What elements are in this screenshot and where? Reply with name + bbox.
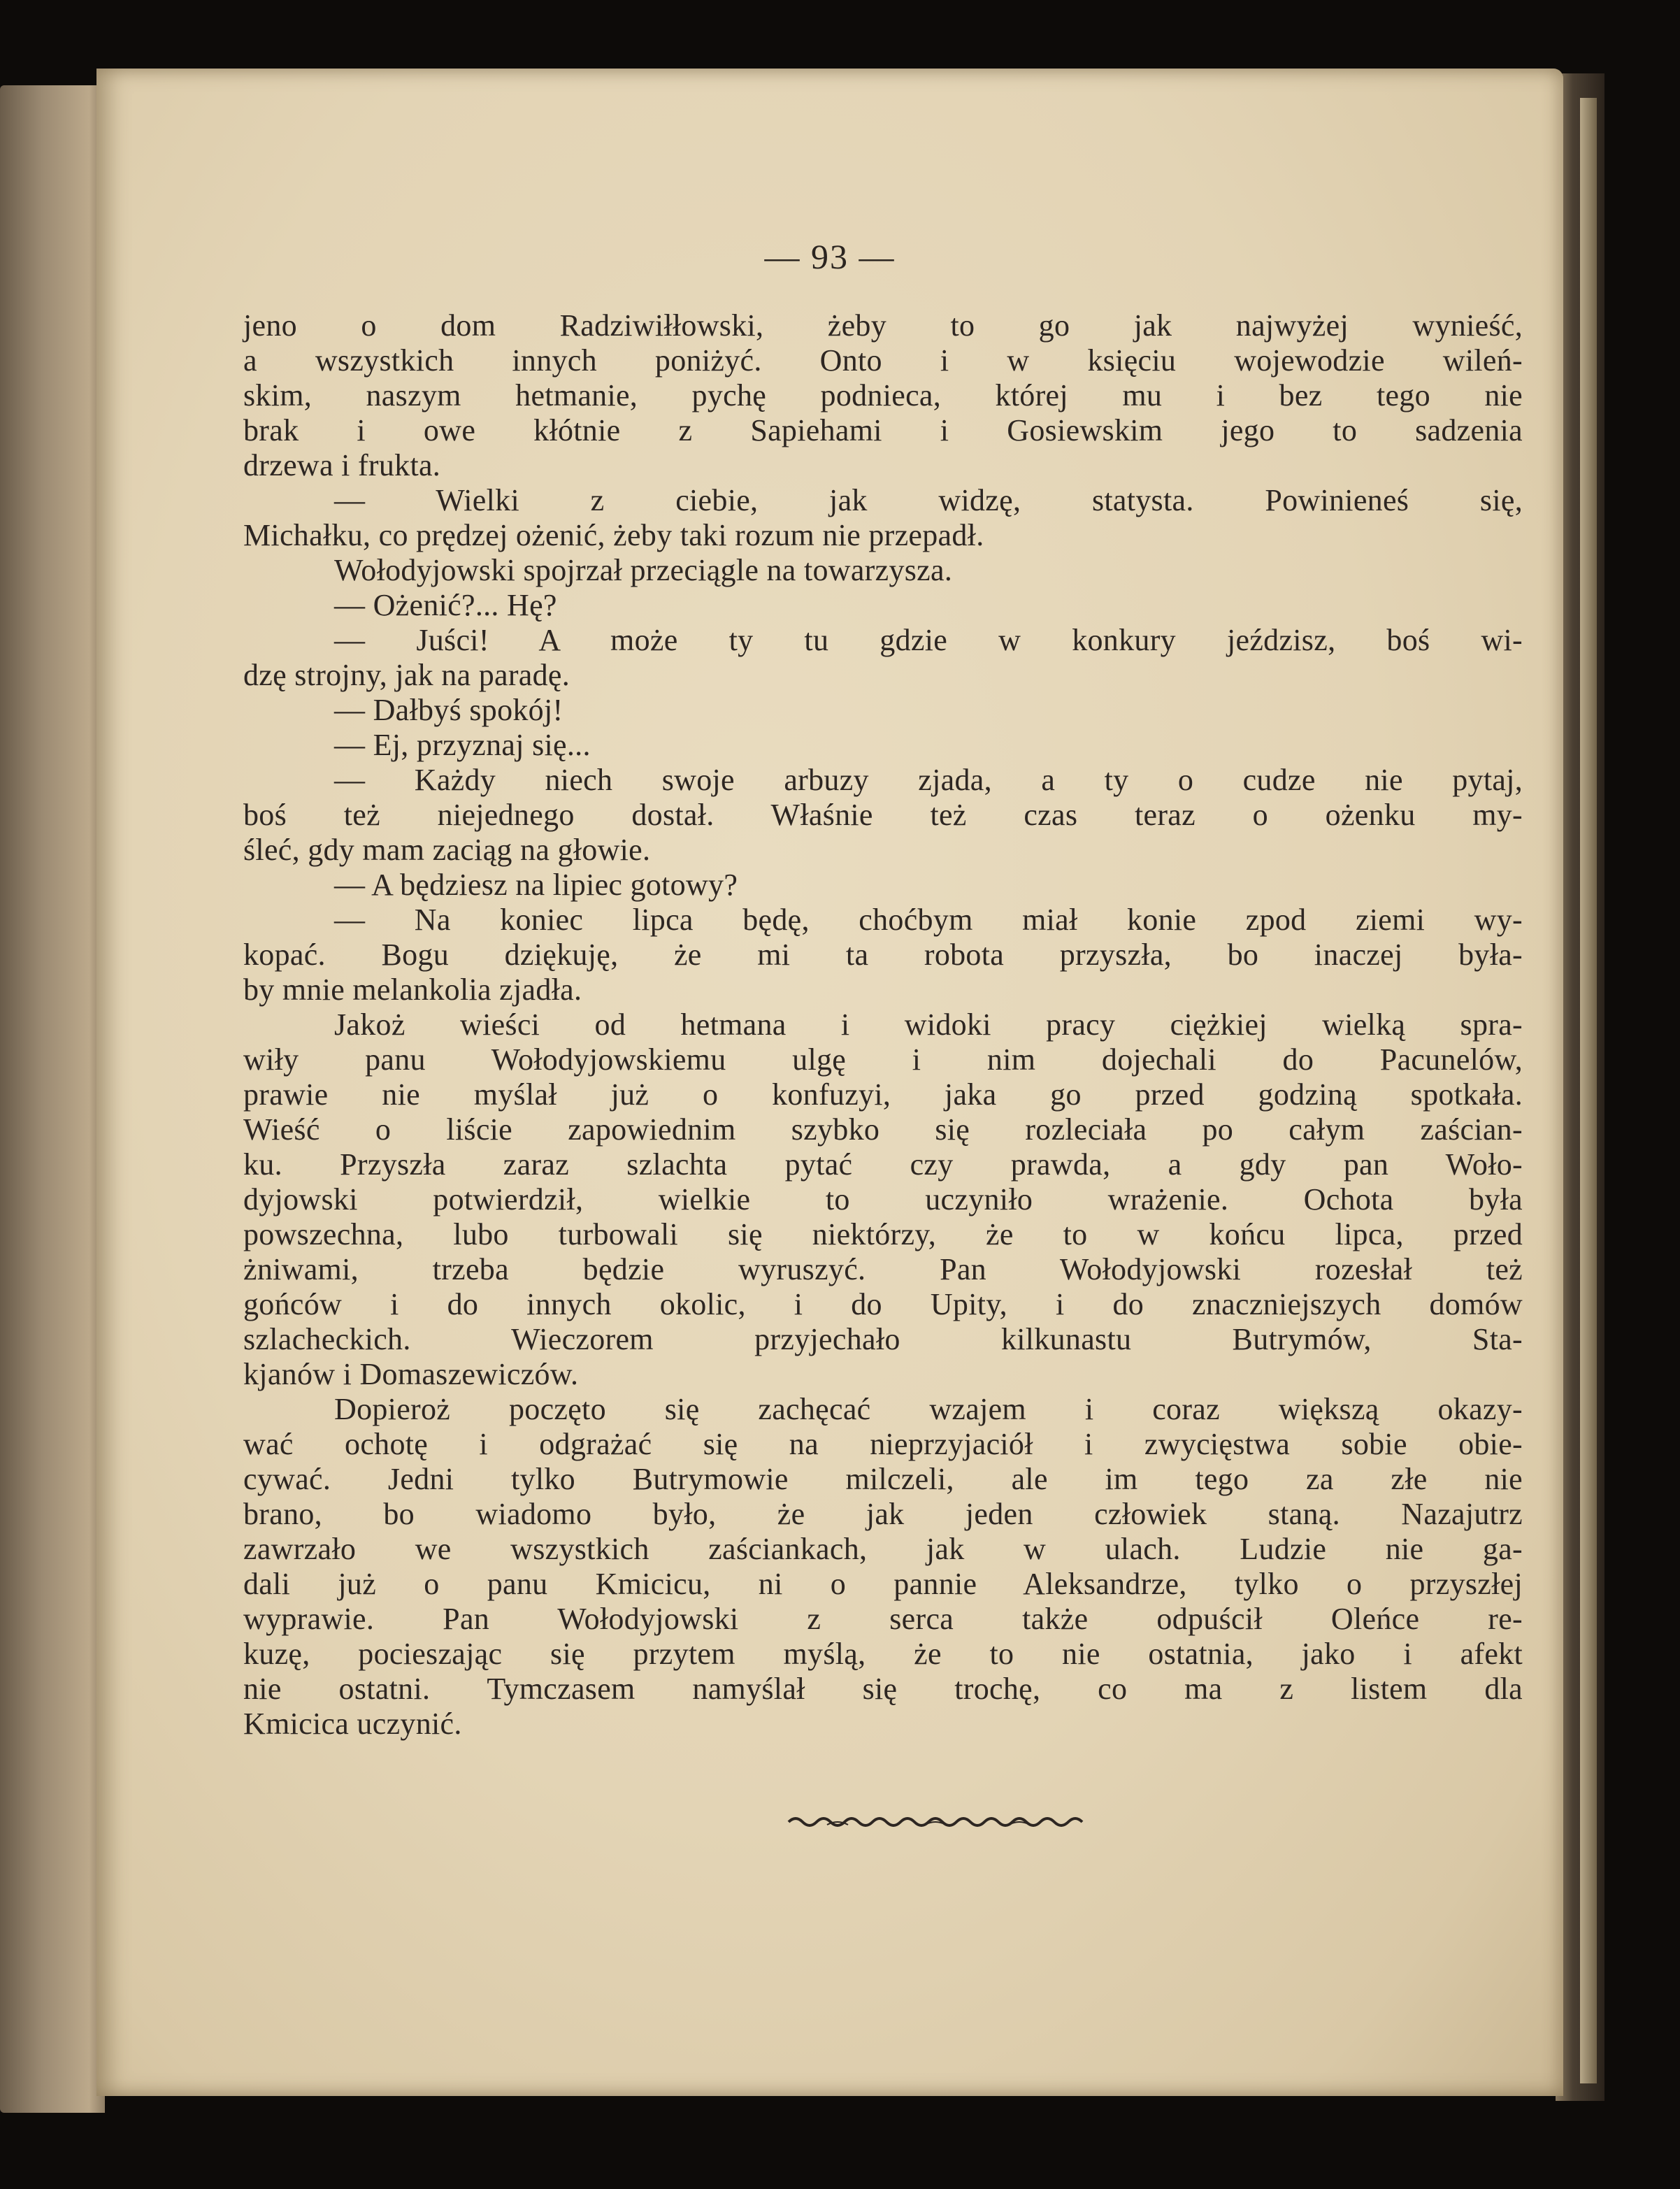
text-line: kuzę, pocieszając się przytem myślą, że to nie ostatnia, jako i afekt xyxy=(243,1637,1523,1671)
text-line: żniwami, trzeba będzie wyruszyć. Pan Wołodyjowski rozesłał też xyxy=(243,1252,1523,1286)
text-line: kopać. Bogu dziękuję, że mi ta robota przyszła, bo inaczej była- xyxy=(243,938,1523,972)
text-line: śleć, gdy mam zaciąg na głowie. xyxy=(243,833,651,867)
page-stack-edge xyxy=(1580,98,1597,2083)
page-number: — 93 — xyxy=(764,237,896,276)
text-line: drzewa i frukta. xyxy=(243,448,441,482)
text-line: brak i owe kłótnie z Sapiehami i Gosiewskim jego to sadzenia xyxy=(243,413,1523,447)
text-line: Wieść o liście zapowiednim szybko się rozleciała po całym zaścian- xyxy=(243,1112,1523,1147)
text-line: dali już o panu Kmicicu, ni o pannie Aleksandrze, tylko o przyszłej xyxy=(243,1567,1523,1601)
text-line: Jakoż wieści od hetmana i widoki pracy ciężkiej wielką spra- xyxy=(334,1007,1523,1042)
text-line: — Wielki z ciebie, jak widzę, statysta. Powinieneś się, xyxy=(334,483,1523,517)
text-line: — A będziesz na lipiec gotowy? xyxy=(334,868,738,902)
text-line: cywać. Jedni tylko Butrymowie milczeli, ale im tego za złe nie xyxy=(243,1462,1523,1496)
end-ornament xyxy=(785,1809,1093,1830)
left-page-edge xyxy=(0,85,105,2113)
text-line: wyprawie. Pan Wołodyjowski z serca także odpuścił Oleńce re- xyxy=(243,1602,1523,1636)
text-line: wiły panu Wołodyjowskiemu ulgę i nim dojechali do Pacunelów, xyxy=(243,1042,1523,1077)
body-text xyxy=(243,308,1523,1742)
text-line: — Juści! A może ty tu gdzie w konkury jeździsz, boś wi- xyxy=(334,623,1523,657)
text-line: Michałku, co prędzej ożenić, żeby taki rozum nie przepadł. xyxy=(243,518,984,552)
text-line: dzę strojny, jak na paradę. xyxy=(243,658,570,692)
text-line: szlacheckich. Wieczorem przyjechało kilkunastu Butrymów, Sta- xyxy=(243,1322,1523,1356)
text-line: by mnie melankolia zjadła. xyxy=(243,973,582,1007)
text-line: prawie nie myślał już o konfuzyi, jaka go przed godziną spotkała. xyxy=(243,1077,1523,1112)
text-line: Dopieroż poczęto się zachęcać wzajem i coraz większą okazy- xyxy=(334,1392,1523,1426)
text-line: — Każdy niech swoje arbuzy zjada, a ty o cudze nie pytaj, xyxy=(334,763,1523,797)
text-line: wać ochotę i odgrażać się na nieprzyjaciół i zwycięstwa sobie obie- xyxy=(243,1427,1523,1461)
text-line: skim, naszym hetmanie, pychę podnieca, której mu i bez tego nie xyxy=(243,378,1523,412)
book-page xyxy=(96,69,1563,2096)
text-line: — Ożenić?... Hę? xyxy=(334,588,557,622)
text-line: ku. Przyszła zaraz szlachta pytać czy prawda, a gdy pan Woło- xyxy=(243,1147,1523,1182)
text-line: — Ej, przyznaj się... xyxy=(334,728,591,762)
text-line: jeno o dom Radziwiłłowski, żeby to go jak najwyżej wynieść, xyxy=(243,308,1523,343)
text-line: Wołodyjowski spojrzał przeciągle na towarzysza. xyxy=(334,553,953,587)
text-line: powszechna, lubo turbowali się niektórzy, że to w końcu lipca, przed xyxy=(243,1217,1523,1251)
text-line: Kmicica uczynić. xyxy=(243,1707,462,1741)
text-line: nie ostatni. Tymczasem namyślał się trochę, co ma z listem dla xyxy=(243,1672,1523,1706)
text-line: a wszystkich innych poniżyć. Onto i w księciu wojewodzie wileń- xyxy=(243,343,1523,378)
text-line: brano, bo wiadomo było, że jak jeden człowiek staną. Nazajutrz xyxy=(243,1497,1523,1531)
text-line: kjanów i Domaszewiczów. xyxy=(243,1357,579,1391)
text-line: — Na koniec lipca będę, choćbym miał konie zpod ziemi wy- xyxy=(334,903,1523,937)
text-line: boś też niejednego dostał. Właśnie też czas teraz o ożenku my- xyxy=(243,798,1523,832)
text-line: zawrzało we wszystkich zaściankach, jak w ulach. Ludzie nie ga- xyxy=(243,1532,1523,1566)
text-line: dyjowski potwierdził, wielkie to uczyniło wrażenie. Ochota była xyxy=(243,1182,1523,1216)
text-line: — Dałbyś spokój! xyxy=(334,693,563,727)
text-line: gońców i do innych okolic, i do Upity, i do znaczniejszych domów xyxy=(243,1287,1523,1321)
